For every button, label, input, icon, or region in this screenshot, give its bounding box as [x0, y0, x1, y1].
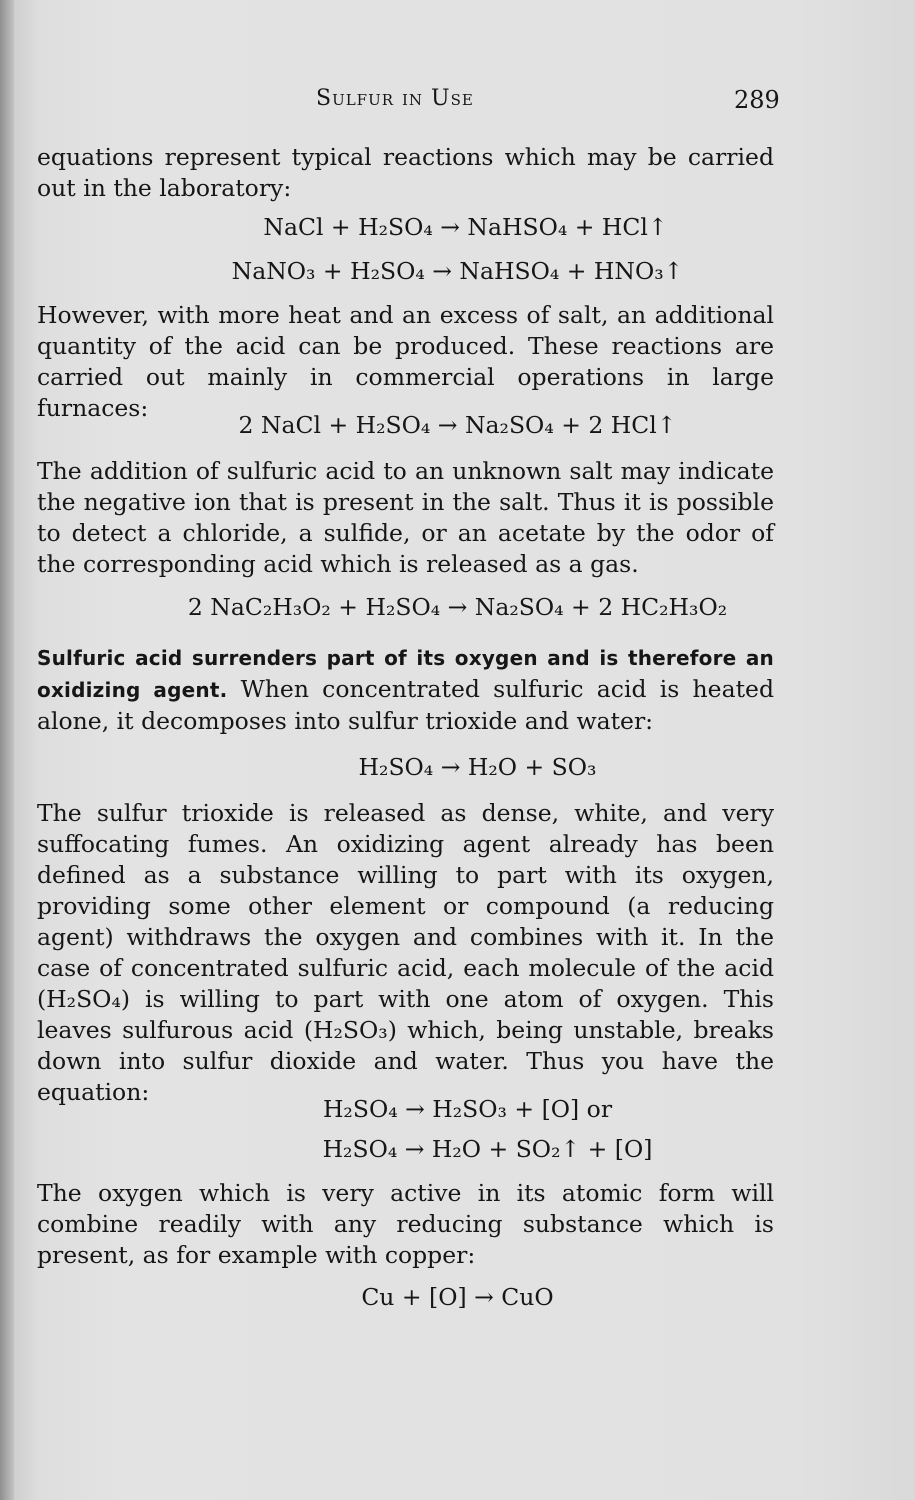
running-head: Sulfur in Use — [316, 86, 474, 111]
paragraph-4-rest: When concentrated sulfuric acid is heated alone, it decomposes into sulfur trioxide and water: — [37, 675, 774, 735]
paragraph-2: However, with more heat and an excess of salt, an additional quantity of the acid can be produced. These reactions are carried out mainly in commercial operations in large furnaces: — [37, 301, 774, 422]
equation-7: H₂SO₄ → H₂O + SO₂↑ + [O] — [322, 1135, 653, 1163]
paragraph-4 — [37, 642, 774, 737]
equation-5: H₂SO₄ → H₂O + SO₃ — [358, 753, 597, 781]
equation-2: NaNO₃ + H₂SO₄ → NaHSO₄ + HNO₃↑ — [231, 257, 684, 285]
paragraph-4-bold-lead: Sulfuric acid surrenders part of its oxygen and is therefore an oxidizing agent. — [37, 646, 774, 702]
page-header — [0, 86, 915, 120]
equation-6: H₂SO₄ → H₂SO₃ + [O] or — [322, 1095, 613, 1123]
paragraph-6: The oxygen which is very active in its atomic form will combine readily with any reducing substance which is present, as for example with copper: — [37, 1179, 774, 1269]
paragraph-1: equations represent typical reactions which may be carried out in the laboratory: — [37, 143, 774, 202]
page-number: 289 — [734, 86, 780, 114]
paragraph-3: The addition of sulfuric acid to an unknown salt may indicate the negative ion that is present in the salt. Thus it is possible to detect a chloride, a sulfide, or an acetate by the odor of the corresponding acid which is released as a gas. — [37, 457, 774, 578]
equation-8: Cu + [O] → CuO — [361, 1283, 554, 1311]
paragraph-5: The sulfur trioxide is released as dense, white, and very suffocating fumes. An oxidizing agent already has been defined as a substance willing to part with its oxygen, providing some other element or compound (a reducing agent) withdraws the oxygen and combines with it. In the case of concentrated sulfuric acid, each molecule of the acid (H₂SO₄) is willing to part with one atom of oxygen. This leaves sulfurous acid (H₂SO₃) which, being unstable, breaks down into sulfur dioxide and water. Thus you have the equation: — [37, 799, 774, 1106]
equation-3: 2 NaCl + H₂SO₄ → Na₂SO₄ + 2 HCl↑ — [238, 411, 677, 439]
equation-1: NaCl + H₂SO₄ → NaHSO₄ + HCl↑ — [263, 213, 668, 241]
equation-4: 2 NaC₂H₃O₂ + H₂SO₄ → Na₂SO₄ + 2 HC₂H₃O₂ — [187, 593, 728, 621]
